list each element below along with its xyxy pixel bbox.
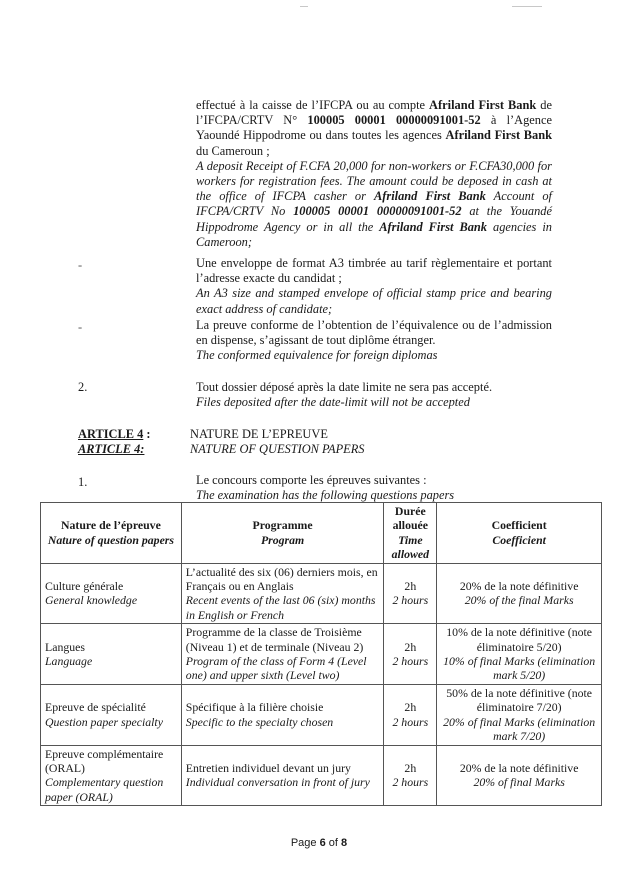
deadline-text-fr: Tout dossier déposé après la date limite ne sera pas accepté. <box>196 380 493 394</box>
article-title <box>190 427 365 457</box>
cell-duree: 2h 2 hours <box>384 745 437 806</box>
envelope-text-fr: Une enveloppe de format A3 timbrée au tarif règlementaire et portant l’adresse exacte du candidat ; <box>196 256 552 286</box>
cell-duree: 2h 2 hours <box>384 624 437 685</box>
header-coefficient: Coefficient Coefficient <box>437 503 602 564</box>
cell-nature: Langues Language <box>41 624 182 685</box>
item-number: 2. <box>78 380 88 394</box>
cell-programme: Programme de la classe de Troisième (Niveau 1) et de terminale (Niveau 2) Program of the class of Form 4 (Level one) and upper sixth (Level two) <box>181 624 384 685</box>
cell-nature: Culture générale General knowledge <box>41 563 182 624</box>
cell-coefficient: 10% de la note définitive (note éliminatoire 5/20) 10% of final Marks (elimination mark 5/20) <box>437 624 602 685</box>
header-nature: Nature de l’épreuve Nature of question papers <box>41 503 182 564</box>
table-row <box>41 563 602 624</box>
scan-mark <box>512 6 542 7</box>
article-label-fr: ARTICLE 4 <box>78 427 144 441</box>
envelope-text-en: An A3 size and stamped envelope of official stamp price and bearing exact address of candidate; <box>196 286 552 316</box>
cell-coefficient: 50% de la note définitive (note éliminatoire 7/20) 20% of final Marks (elimination mark 7/20) <box>437 684 602 745</box>
article-title-fr: NATURE DE L’EPREUVE <box>190 427 328 441</box>
exam-intro-en: The examination has the following questions papers <box>196 488 455 503</box>
deadline-text-en: Files deposited after the date-limit will not be accepted <box>196 395 470 410</box>
page-total: 8 <box>341 837 348 849</box>
exam-intro-fr: Le concours comporte les épreuves suivantes : <box>196 473 427 487</box>
cell-duree: 2h 2 hours <box>384 684 437 745</box>
table-row <box>41 684 602 745</box>
cell-programme: Spécifique à la filière choisie Specific to the specialty chosen <box>181 684 384 745</box>
page-footer: Page 6 of 8 <box>290 837 348 849</box>
payment-paragraph <box>196 98 552 250</box>
bullet-dash: - <box>78 258 83 272</box>
bullet-dash: - <box>78 320 83 334</box>
payment-text-en: A deposit Receipt of F.CFA 20,000 for non-workers or F.CFA30,000 for workers for registration fees. The amount could be deposed in cash at the office of IFCPA casher or Afriland First Bank Account of IFCPA/CRTV No 100005 00001 00000091001-52 at the Youandé Hippodrome Agency or in all the Afriland First Bank agencies in Cameroon; <box>196 158 552 249</box>
item-number: 1. <box>78 475 88 489</box>
page-current: 6 <box>319 837 326 849</box>
table-row <box>41 745 602 806</box>
cell-nature: Epreuve complémentaire (ORAL) Complementary question paper (ORAL) <box>41 745 182 806</box>
equivalence-text-en: The conformed equivalence for foreign diplomas <box>196 348 438 363</box>
scan-mark <box>300 6 308 7</box>
exam-table <box>40 502 602 806</box>
equivalence-text-fr: La preuve conforme de l’obtention de l’équivalence ou de l’admission en dispense, s’agissant de tout diplôme étranger. <box>196 318 552 348</box>
article-title-en: NATURE OF QUESTION PAPERS <box>190 442 365 457</box>
cell-coefficient: 20% de la note définitive 20% of final Marks <box>437 745 602 806</box>
header-programme: Programme Program <box>181 503 384 564</box>
deadline-paragraph <box>196 380 552 410</box>
cell-programme: Entretien individuel devant un jury Individual conversation in front of jury <box>181 745 384 806</box>
equivalence-paragraph <box>196 318 552 364</box>
payment-text-fr: effectué à la caisse de l’IFCPA ou au compte Afriland First Bank de l’IFCPA/CRTV N° 100005 00001 00000091001-52 à l’Agence Yaoundé Hippodrome ou dans toutes les agences Afriland First Bank du Cameroun ; <box>196 98 552 158</box>
envelope-paragraph <box>196 256 552 317</box>
header-duree: Durée allouée Time allowed <box>384 503 437 564</box>
article-heading: ARTICLE 4 : ARTICLE 4: <box>78 427 151 457</box>
cell-nature: Epreuve de spécialité Question paper specialty <box>41 684 182 745</box>
cell-duree: 2h 2 hours <box>384 563 437 624</box>
table-header-row <box>41 503 602 564</box>
cell-programme: L’actualité des six (06) derniers mois, en Français ou en Anglais Recent events of the last 06 (six) months in English or French <box>181 563 384 624</box>
article-label-en: ARTICLE 4: <box>78 442 145 457</box>
cell-coefficient: 20% de la note définitive 20% of the final Marks <box>437 563 602 624</box>
exam-intro <box>196 473 576 503</box>
table-row <box>41 624 602 685</box>
